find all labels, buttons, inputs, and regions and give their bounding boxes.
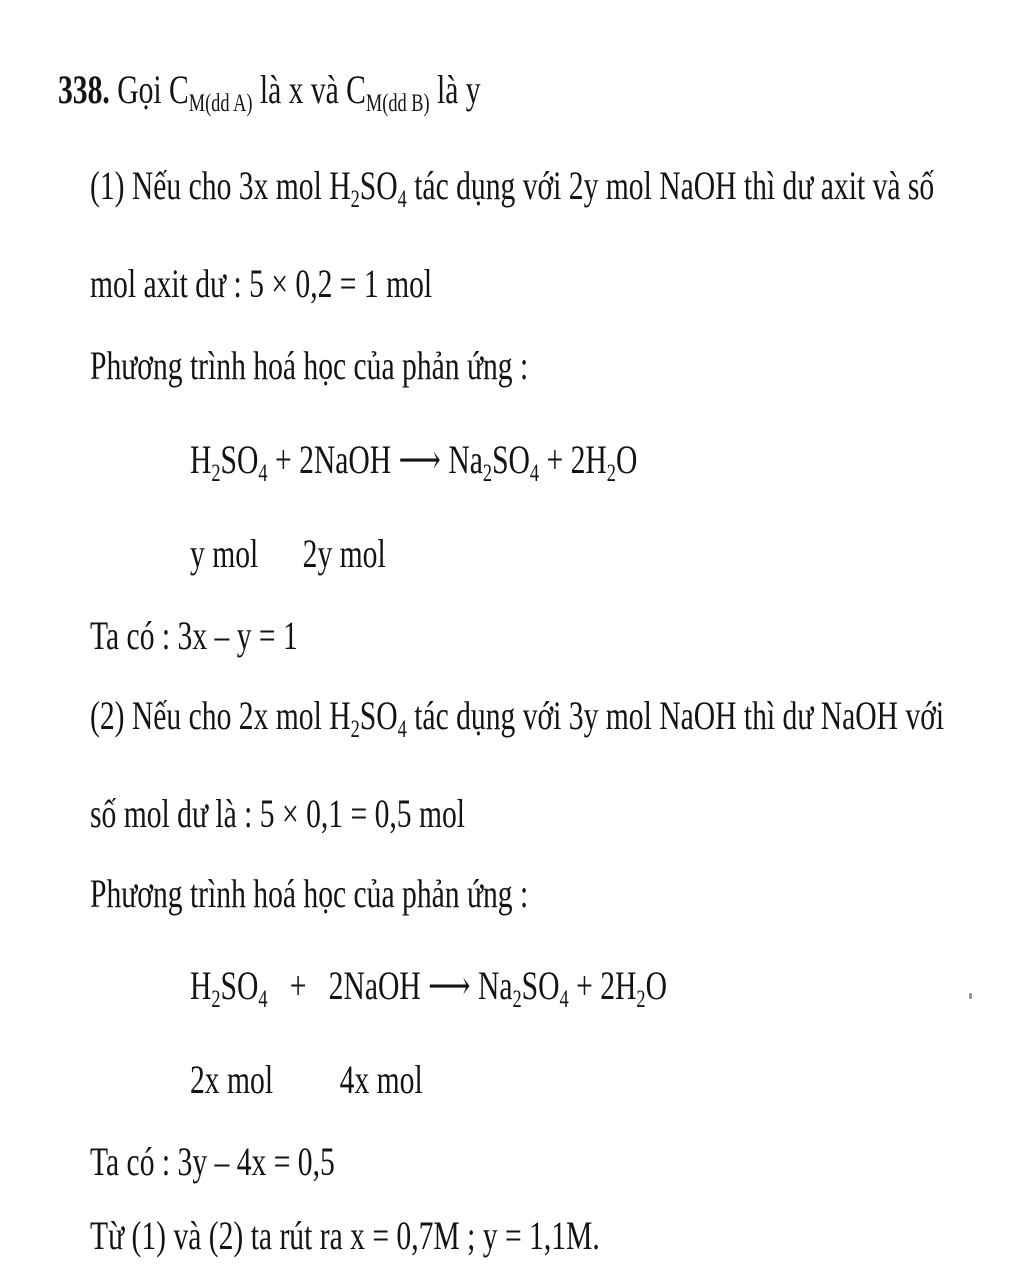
eq2-so2-sub: 4 (559, 985, 569, 1013)
eq1-na: Na (440, 437, 483, 482)
problem-header (58, 66, 481, 117)
eq1-h: H (190, 437, 212, 482)
case2-mol-right: 4x mol (339, 1057, 423, 1102)
case2-mol-row (190, 1056, 423, 1104)
intro-end: là y (429, 67, 481, 112)
case2-result: Ta có : 3y – 4x = 0,5 (90, 1139, 335, 1184)
case2-text-a: (2) Nếu cho 2x mol H (90, 693, 351, 738)
reaction-arrow-icon: ⟶ (428, 963, 471, 1008)
eq1-h2o: + 2H (539, 437, 607, 482)
eq1-so-sub: 4 (258, 459, 268, 487)
eq2-h2o-sub: 2 (636, 985, 646, 1013)
case1-mol-right: 2y mol (302, 531, 386, 576)
eq1-so2: SO (492, 437, 530, 482)
eq2-h: H (190, 963, 212, 1008)
eq1-so2-sub: 4 (529, 459, 540, 487)
case2-text-b: tác dụng với 3y mol NaOH thì dư NaOH với (406, 693, 945, 738)
eq2-so: SO (220, 963, 259, 1008)
subscript-dd-a: M(dd A) (188, 89, 253, 117)
intro-mid: là x và C (252, 67, 366, 112)
eq1-o: O (615, 437, 638, 482)
case1-text-b: tác dụng với 2y mol NaOH thì dư axit và số (406, 163, 935, 208)
eq1-naoh: + 2NaOH (267, 437, 399, 482)
case2-mol-left: 2x mol (190, 1057, 274, 1102)
eq1-h-sub: 2 (211, 459, 221, 487)
case1-result: Ta có : 3x – y = 1 (90, 613, 298, 658)
eq1-h2o-sub: 2 (606, 459, 616, 487)
case2-excess: số mol dư là : 5 × 0,1 = 0,5 mol (90, 791, 466, 836)
case2-condition (90, 692, 945, 743)
eq2-so-sub: 4 (258, 985, 268, 1013)
eq2-naoh: + 2NaOH (267, 963, 429, 1008)
case1-excess: mol axit dư : 5 × 0,2 = 1 mol (90, 261, 433, 306)
case1-mol-row (190, 530, 386, 578)
case1-equation-heading: Phương trình hoá học của phản ứng : (90, 343, 529, 388)
case1-sub-2: 2 (350, 185, 360, 213)
subscript-dd-b: M(dd B) (365, 89, 430, 117)
problem-number: 338. (58, 67, 110, 112)
case1-text-a: (1) Nếu cho 3x mol H (90, 163, 351, 208)
case1-sub-4: 4 (397, 185, 407, 213)
scan-speck (969, 993, 972, 999)
eq2-na: Na (470, 963, 513, 1008)
case2-equation (190, 962, 667, 1013)
case1-text-so: SO (359, 163, 398, 208)
case2-sub-4: 4 (397, 715, 407, 743)
case1-mol-left: y mol (190, 531, 259, 576)
case2-text-so: SO (359, 693, 398, 738)
eq2-so2: SO (521, 963, 560, 1008)
intro-text: Gọi C (117, 67, 189, 112)
eq1-so: SO (220, 437, 259, 482)
eq2-na-sub: 2 (512, 985, 522, 1013)
eq2-h-sub: 2 (211, 985, 221, 1013)
case1-condition (90, 162, 935, 213)
eq1-na-sub: 2 (482, 459, 493, 487)
case2-sub-2: 2 (350, 715, 360, 743)
eq2-h2o: + 2H (568, 963, 637, 1008)
reaction-arrow-icon: ⟶ (398, 437, 441, 482)
case2-equation-heading: Phương trình hoá học của phản ứng : (90, 871, 529, 916)
conclusion: Từ (1) và (2) ta rút ra x = 0,7M ; y = 1,1M. (90, 1213, 600, 1258)
case1-equation (190, 436, 638, 487)
eq2-o: O (645, 963, 667, 1008)
